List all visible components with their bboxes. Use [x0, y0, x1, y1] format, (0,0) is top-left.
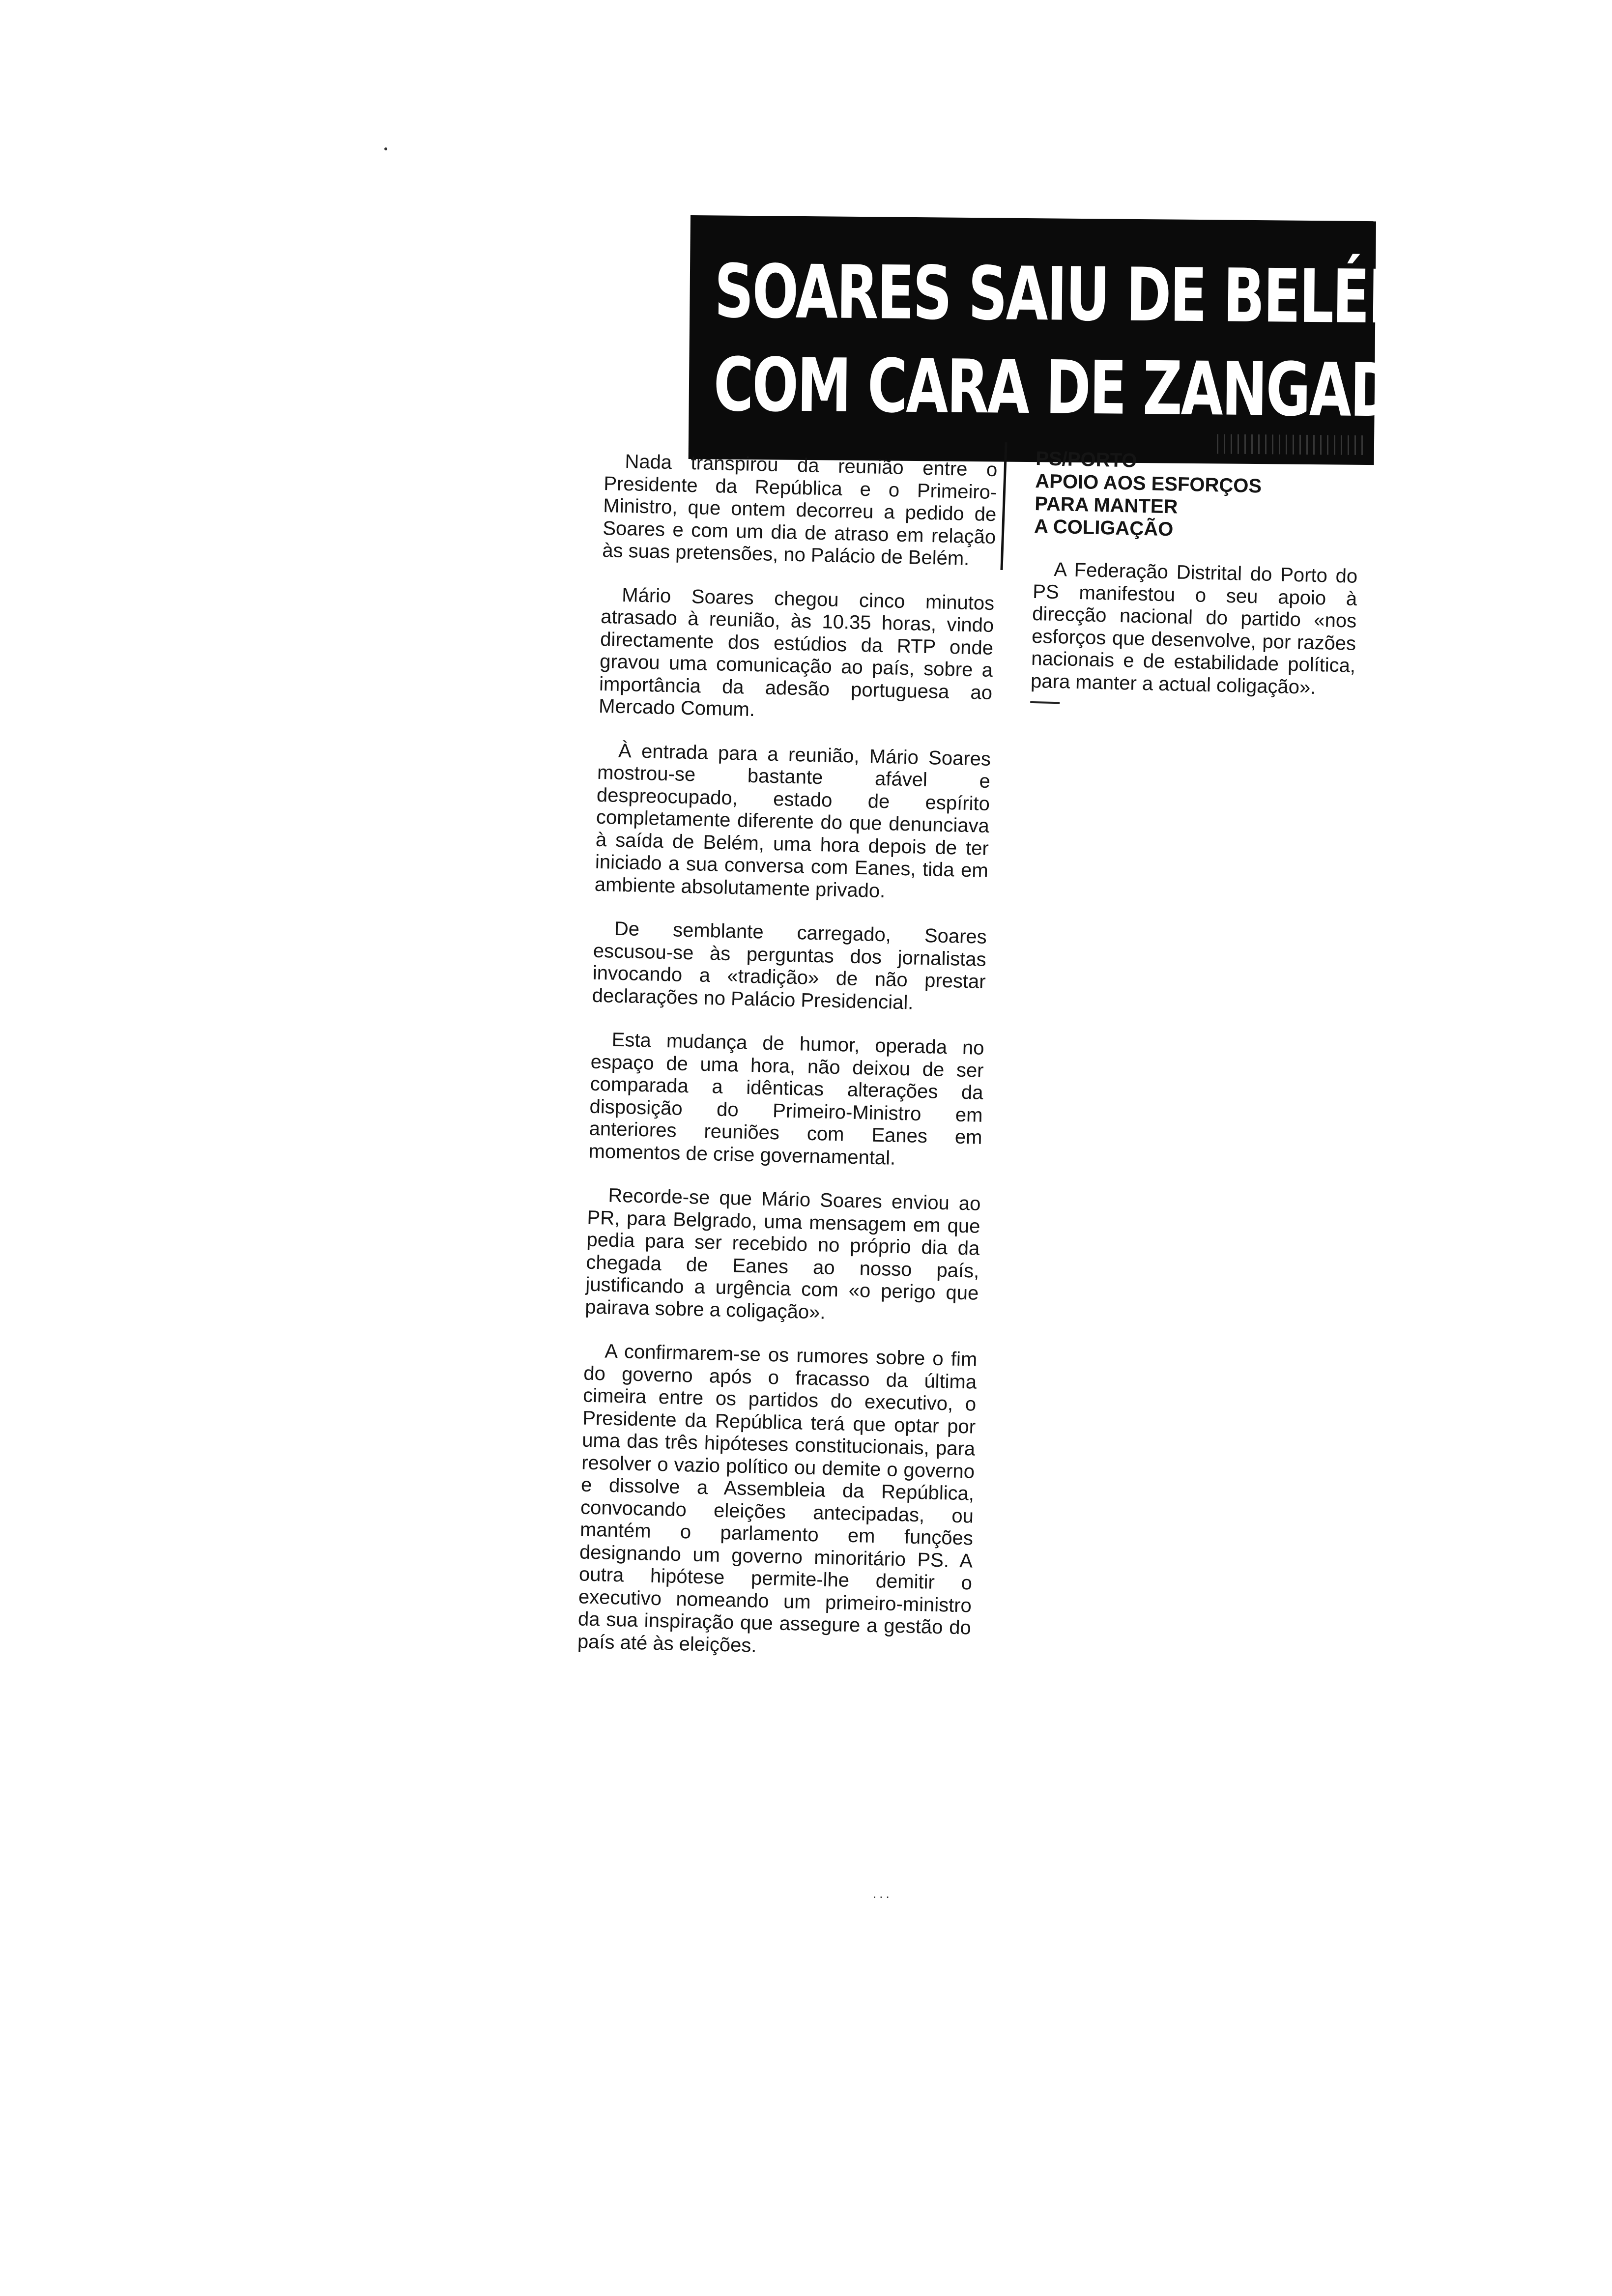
article-end-mark: ... — [873, 1886, 892, 1901]
sidebar-heading — [1034, 447, 1360, 545]
sidebar-end-dash — [1030, 701, 1060, 704]
article-paragraph-4: De semblante carregado, Soares escusou-se às perguntas dos jornalistas invocando a «tradição» de não prestar declarações no Palácio Presidencial. — [592, 918, 987, 1014]
article-paragraph-2: Mário Soares chegou cinco minutos atrasado à reunião, às 10.35 horas, vindo directamente dos estúdios da RTP onde gravou uma comunicação ao país, sobre a importância da adesão portuguesa ao Mercado Comum. — [598, 584, 995, 721]
article-paragraph-7: A confirmarem-se os rumores sobre o fim do governo após o fracasso da última cimeira entre os partidos do executivo, o Presidente da República terá que optar por uma das três hipóteses constitucionais, para resolver o vazio político ou demite o governo e dissolve a Assembleia da República, convocando eleições antecipadas, ou mantém o parlamento em funções designando um governo minoritário PS. A outra hipótese permite-lhe demitir o executivo nomeando um primeiro-ministro da sua inspiração que assegure a gestão do país até às eleições. — [577, 1340, 978, 1657]
sidebar-brief — [1030, 447, 1360, 711]
sidebar-heading-line-3: A COLIGAÇÃO — [1034, 515, 1174, 541]
headline-line-2: COM CARA DE ZANGADO — [713, 342, 1439, 434]
sidebar-kicker: PS/PORTO — [1035, 447, 1137, 472]
print-speck — [384, 147, 387, 150]
article-paragraph-5: Esta mudança de humor, operada no espaço de uma hora, não deixou de ser comparada a idênticas alterações da disposição do Primeiro-Ministro em anteriores reuniões com Eanes em momentos de crise governamental. — [588, 1029, 985, 1169]
sidebar-heading-line-2: PARA MANTER — [1034, 492, 1178, 518]
article-body — [576, 450, 997, 1684]
headline-line-1: SOARES SAIU DE BELÉM — [714, 249, 1422, 341]
headline-banner — [689, 215, 1439, 465]
sidebar-heading-line-1: APOIO AOS ESFORÇOS — [1035, 470, 1262, 497]
article-paragraph-3: À entrada para a reunião, Mário Soares mostrou-se bastante afável e despreocupado, estado de espírito completamente diferente do que denunciava à saída de Belém, uma hora depois de ter iniciado a sua conversa com Eanes, tida em ambiente absolutamente privado. — [594, 740, 991, 902]
article-paragraph-6: Recorde-se que Mário Soares enviou ao PR, para Belgrado, uma mensagem em que pedia para ser recebido no próprio dia da chegada de Eanes ao nosso país, justificando a urgência com «o perigo que pairava sobre a coligação». — [584, 1184, 981, 1323]
article-paragraph-1: Nada transpirou da reunião entre o Presidente da República e o Primeiro-Ministro, que ontem decorreu a pedido de Soares e com um dia de atraso em relação às suas pretensões, no Palácio de Belém. — [602, 450, 998, 570]
sidebar-text: A Federação Distrital do Porto do PS manifestou o seu apoio à direcção nacional do partido «nos esforços que desenvolve, por razões nacionais e de estabilidade política, para manter a actual coligação». — [1030, 558, 1358, 698]
